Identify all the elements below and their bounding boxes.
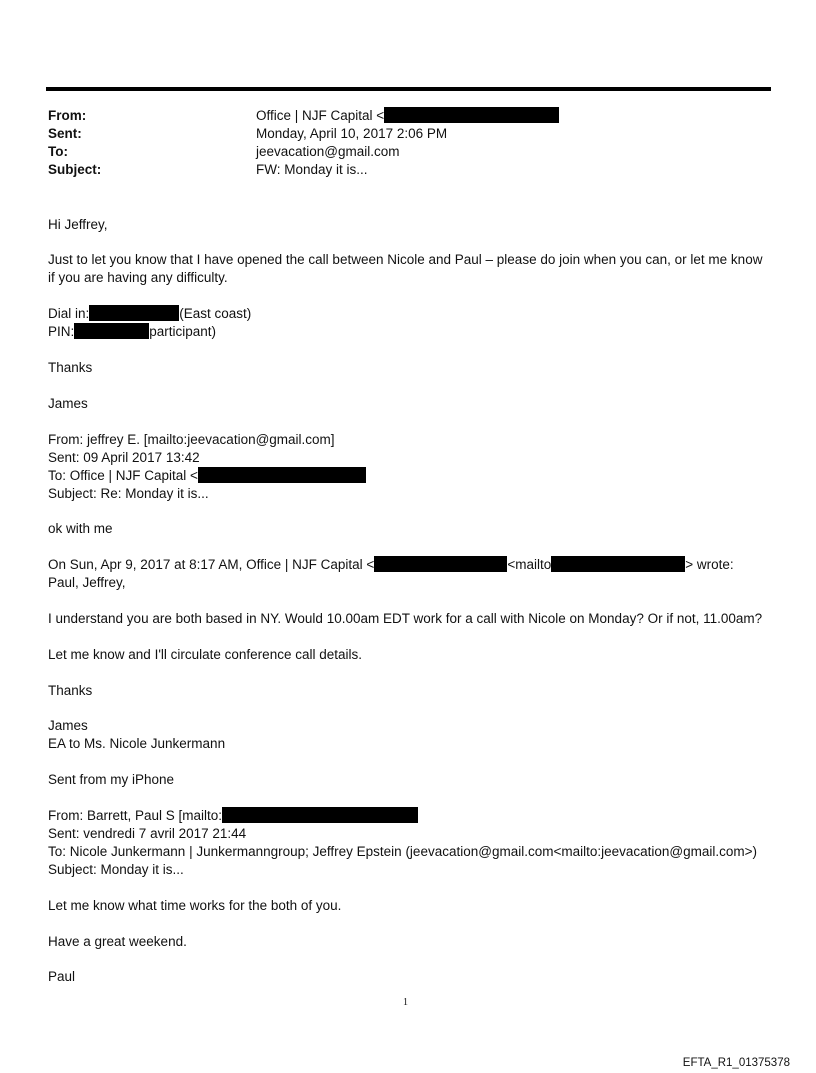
quoted3-subject: Subject: Monday it is...	[48, 862, 184, 877]
redaction-box	[74, 323, 149, 339]
quoted3-signoff: Paul	[48, 969, 76, 984]
quoted2-circulate: Let me know and I'll circulate conference call details.	[48, 647, 362, 662]
quoted2-on-line-prefix: On Sun, Apr 9, 2017 at 8:17 AM, Office | NJF Capital <	[48, 557, 375, 572]
redaction-box	[384, 107, 559, 123]
dial-in-line	[48, 305, 251, 323]
pin-label: PIN:	[48, 324, 75, 339]
thanks-1: Thanks	[48, 360, 93, 375]
quoted1-body: ok with me	[48, 521, 113, 536]
quoted1-to	[48, 467, 366, 485]
intro-paragraph: Just to let you know that I have opened the call between Nicole and Paul – please do join when you can, or let me know if you are having any difficulty.	[48, 252, 763, 285]
quoted1-sent: Sent: 09 April 2017 13:42	[48, 450, 200, 465]
redaction-box	[222, 807, 418, 823]
greeting: Hi Jeffrey,	[48, 217, 108, 232]
quoted1-from: From: jeffrey E. [mailto:jeevacation@gmail.com]	[48, 432, 335, 447]
from-value	[256, 107, 559, 125]
pin-suffix: participant)	[149, 324, 217, 339]
quoted2-on-line	[48, 556, 734, 574]
from-label: From:	[48, 108, 87, 123]
redaction-box	[198, 467, 366, 483]
quoted3-body: Let me know what time works for the both of you.	[48, 898, 342, 913]
quoted2-name: James	[48, 718, 88, 733]
quoted2-thanks: Thanks	[48, 683, 93, 698]
dial-in-label: Dial in:	[48, 306, 90, 321]
quoted1-to-text: To: Office | NJF Capital <	[48, 468, 198, 483]
subject-value: FW: Monday it is...	[256, 162, 368, 177]
subject-label: Subject:	[48, 162, 102, 177]
redaction-box	[374, 556, 507, 572]
quoted1-subject: Subject: Re: Monday it is...	[48, 486, 209, 501]
quoted3-sent: Sent: vendredi 7 avril 2017 21:44	[48, 826, 247, 841]
sent-label: Sent:	[48, 126, 82, 141]
quoted2-title: EA to Ms. Nicole Junkermann	[48, 736, 226, 751]
bates-number: EFTA_R1_01375378	[682, 1057, 790, 1069]
quoted3-weekend: Have a great weekend.	[48, 934, 187, 949]
sent-value: Monday, April 10, 2017 2:06 PM	[256, 126, 448, 141]
redaction-box	[551, 556, 685, 572]
quoted3-from	[48, 807, 418, 825]
quoted2-on-line-mailto: <mailto	[507, 557, 552, 572]
quoted3-to: To: Nicole Junkermann | Junkermanngroup; Jeffrey Epstein (jeevacation@gmail.com<mailto:jeevacation@gmail.com>)	[48, 844, 757, 859]
from-value-text: Office | NJF Capital <	[256, 108, 385, 123]
page-number: 1	[403, 997, 408, 1008]
pin-line	[48, 323, 216, 341]
quoted2-question: I understand you are both based in NY. Would 10.00am EDT work for a call with Nicole on Monday? Or if not, 11.00am?	[48, 611, 763, 626]
header-rule	[46, 87, 771, 91]
signoff-1: James	[48, 396, 88, 411]
to-value: jeevacation@gmail.com	[256, 144, 400, 159]
quoted2-on-line-suffix: > wrote:	[685, 557, 734, 572]
quoted3-from-text: From: Barrett, Paul S [mailto:	[48, 808, 223, 823]
redaction-box	[89, 305, 179, 321]
quoted2-sent-from: Sent from my iPhone	[48, 772, 175, 787]
dial-in-suffix: (East coast)	[179, 306, 252, 321]
to-label: To:	[48, 144, 68, 159]
quoted2-salutation: Paul, Jeffrey,	[48, 575, 126, 590]
